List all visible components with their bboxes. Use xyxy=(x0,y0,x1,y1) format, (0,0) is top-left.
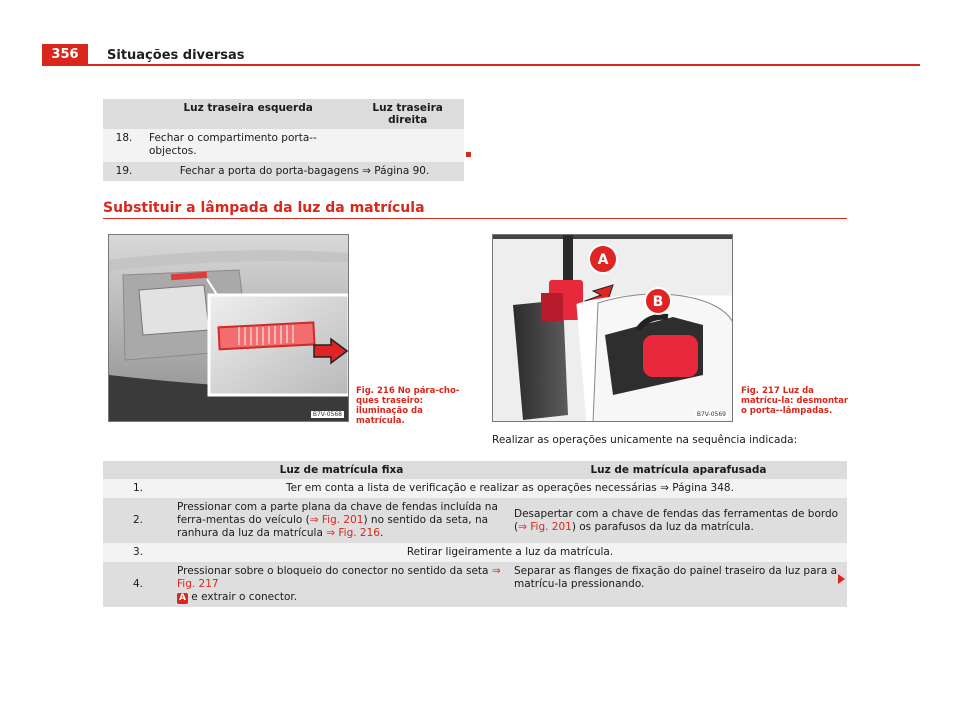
end-of-section-marker xyxy=(466,152,471,157)
table-header-cell xyxy=(103,99,145,129)
text-segment: ) os parafusos da luz da matrícula. xyxy=(571,520,754,533)
step-span-text: Retirar ligeiramente a luz da matrícula. xyxy=(173,543,847,562)
callout-label-a: A xyxy=(597,252,609,268)
text-segment: e extrair o conector. xyxy=(187,591,298,603)
figure-201-link[interactable]: ⇒ Fig. 201 xyxy=(518,520,572,533)
table-row xyxy=(103,162,464,181)
header-rule xyxy=(88,64,920,66)
text-segment: ) no sentido da seta, na ranhura da luz da matrícula xyxy=(177,514,489,539)
figure-217-link[interactable]: ⇒ Fig. 217 xyxy=(177,565,501,590)
step-number: 1. xyxy=(103,479,173,498)
table-row xyxy=(103,562,847,607)
license-light-table xyxy=(103,461,847,607)
step-right-text: Separar as flanges de fixação do painel traseiro da luz para a matrícu-la pressionando. xyxy=(510,562,847,607)
text-segment: Pressionar com a parte plana da chave de fendas incluída na ferra-mentas do veículo ( xyxy=(177,501,498,526)
callout-badge-a: A xyxy=(179,593,186,603)
column-left: Luz traseira esquerda xyxy=(145,99,351,129)
figure-code: B7V-0568 xyxy=(312,411,342,418)
column-right: Luz traseira direita xyxy=(351,99,464,129)
bumper-illustration xyxy=(109,235,349,422)
step-right-text xyxy=(510,498,847,543)
step-number: 19. xyxy=(103,162,145,181)
step-number: 3. xyxy=(103,543,173,562)
table-header-row xyxy=(103,99,464,129)
figure-217 xyxy=(492,234,733,422)
table-row xyxy=(103,543,847,562)
figure-code: B7V-0569 xyxy=(696,411,726,418)
step-left-text xyxy=(173,562,510,607)
step-span-text: Ter em conta a lista de verificação e realizar as operações necessárias ⇒ Página 348. xyxy=(173,479,847,498)
lamp-holder-illustration xyxy=(493,235,733,422)
page-title: Situações diversas xyxy=(107,48,245,63)
table-row xyxy=(103,498,847,543)
text-segment: . xyxy=(379,527,384,539)
table-row xyxy=(103,479,847,498)
table-header-cell xyxy=(103,461,173,479)
text-segment: Desapertar com a chave de fendas das ferramentas de bordo ( xyxy=(514,507,839,533)
figure-216 xyxy=(108,234,349,422)
figure-216-caption: Fig. 216 No pára-cho-ques traseiro: iluminação da matrícula. xyxy=(356,386,460,426)
step-number: 18. xyxy=(103,129,145,162)
intro-text: Realizar as operações unicamente na sequência indicada: xyxy=(492,434,798,446)
table-row xyxy=(103,129,464,162)
section-title: Substituir a lâmpada da luz da matrícula xyxy=(103,200,425,216)
section-rule xyxy=(103,218,847,219)
step-number: 4. xyxy=(103,562,173,607)
column-fixed: Luz de matrícula fixa xyxy=(173,461,510,479)
figure-201-link[interactable]: ⇒ Fig. 201 xyxy=(309,514,364,526)
step-number: 2. xyxy=(103,498,173,543)
callout-label-b: B xyxy=(652,294,664,310)
text-segment: Pressionar sobre o bloqueio do conector no sentido da seta xyxy=(177,565,492,577)
continue-arrow-icon xyxy=(838,574,845,584)
column-screwed: Luz de matrícula aparafusada xyxy=(510,461,847,479)
table-header-row xyxy=(103,461,847,479)
step-left-text: Fechar o compartimento porta--objectos. xyxy=(145,129,351,162)
step-left-text xyxy=(173,498,510,543)
page-number: 356 xyxy=(42,44,88,66)
figure-217-caption: Fig. 217 Luz da matrícu-la: desmontar o porta--lâmpadas. xyxy=(741,386,849,416)
tail-light-table xyxy=(103,99,464,181)
step-right-text xyxy=(351,129,464,162)
figure-216-link[interactable]: ⇒ Fig. 216 xyxy=(326,527,380,539)
step-span-text: Fechar a porta do porta-bagagens ⇒ Página 90. xyxy=(145,162,464,181)
